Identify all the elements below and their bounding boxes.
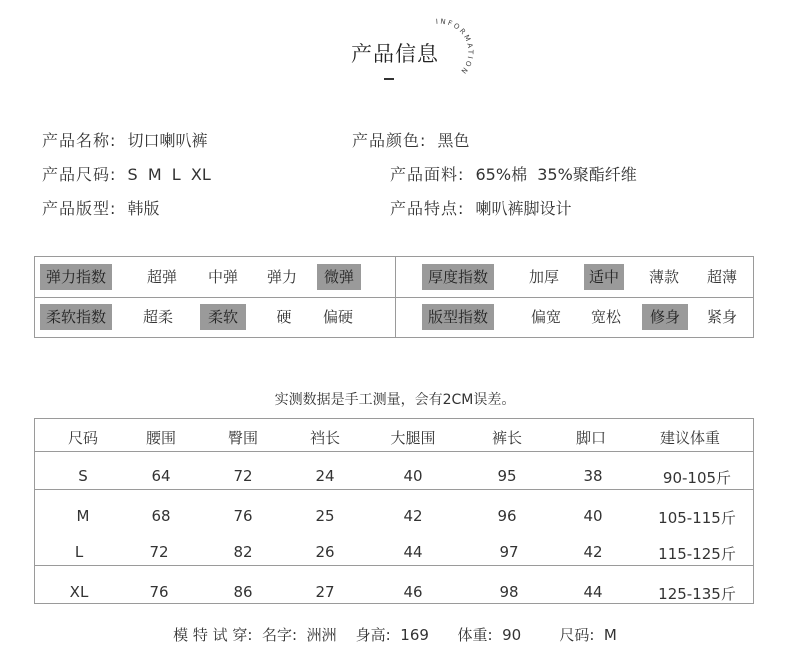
thickness-option-1: 加厚: [528, 268, 559, 286]
fit-option-4: 紧身: [706, 308, 737, 326]
table-cell: 76: [233, 507, 253, 525]
info-name-label: 产品名称:: [42, 131, 117, 150]
table-cell: 24: [315, 467, 335, 485]
index-panel: [34, 256, 754, 338]
page-title: 产品信息: [351, 42, 439, 66]
table-cell: 82: [233, 543, 253, 561]
elastic-option-3: 弹力: [266, 268, 297, 286]
table-cell: 96: [497, 507, 517, 525]
fit-option-2: 宽松: [590, 308, 621, 326]
information-arc-text: [418, 14, 490, 86]
table-cell: 105-115斤: [658, 509, 736, 527]
title-underline: [384, 78, 394, 80]
header-length: 裤长: [491, 429, 522, 447]
table-cell: M: [76, 507, 90, 525]
thickness-option-4: 超薄: [706, 268, 737, 286]
info-name-value: 切口喇叭裤: [127, 131, 208, 150]
info-fabric-label: 产品面料:: [390, 165, 465, 184]
softness-option-3: 硬: [276, 308, 292, 326]
table-cell: 125-135斤: [658, 585, 736, 603]
info-feature-label: 产品特点:: [390, 199, 465, 218]
softness-option-1: 超柔: [142, 308, 173, 326]
table-cell: S: [78, 467, 88, 485]
table-cell: 86: [233, 583, 253, 601]
softness-index-label: 柔软指数: [40, 304, 112, 330]
elastic-option-4-selected: 微弹: [317, 264, 361, 290]
info-color-value: 黑色: [437, 131, 470, 150]
elastic-option-2: 中弹: [207, 268, 238, 286]
index-row-divider: [35, 297, 753, 298]
thickness-option-3: 薄款: [648, 268, 679, 286]
table-cell: 40: [403, 467, 423, 485]
table-cell: 72: [233, 467, 253, 485]
table-cell: 42: [583, 543, 603, 561]
header-thigh: 大腿围: [390, 429, 436, 447]
table-cell: 25: [315, 507, 335, 525]
table-cell: 38: [583, 467, 603, 485]
fit-option-1: 偏宽: [530, 308, 561, 326]
table-cell: 27: [315, 583, 335, 601]
header-weight: 建议体重: [659, 429, 720, 447]
info-size-label: 产品尺码:: [42, 165, 117, 184]
information-arc-label: INFORMATION: [435, 17, 475, 77]
table-cell: 46: [403, 583, 423, 601]
header-waist: 腰围: [145, 429, 176, 447]
svg-text:INFORMATION: [436, 18, 475, 77]
table-cell: 72: [149, 543, 169, 561]
fit-option-3-selected: 修身: [642, 304, 688, 330]
table-cell: 90-105斤: [662, 469, 732, 487]
softness-option-2-selected: 柔软: [200, 304, 246, 330]
size-table: [34, 418, 754, 604]
header-hip: 臀围: [227, 429, 258, 447]
table-cell: XL: [69, 583, 89, 601]
table-cell: 42: [403, 507, 423, 525]
info-fabric: [390, 162, 637, 185]
header-size: 尺码: [67, 429, 98, 447]
table-cell: 68: [151, 507, 171, 525]
measurement-caption: 实测数据是手工测量，会有2CM误差。: [274, 392, 516, 408]
table-header-divider: [35, 451, 753, 452]
table-cell: 98: [499, 583, 519, 601]
fit-index-label: 版型指数: [422, 304, 494, 330]
header-rise: 裆长: [309, 429, 340, 447]
info-fabric-value: 65%棉 35%聚酯纤维: [475, 165, 637, 184]
elastic-option-1: 超弹: [146, 268, 177, 286]
info-size: [42, 162, 211, 185]
table-cell: 26: [315, 543, 335, 561]
info-size-value: S M L XL: [127, 165, 211, 184]
header-hem: 脚口: [575, 429, 606, 447]
table-cell: 115-125斤: [658, 545, 736, 563]
softness-option-4: 偏硬: [322, 308, 353, 326]
table-cell: 44: [583, 583, 603, 601]
info-feature: [390, 196, 572, 219]
table-row-divider: [35, 565, 753, 566]
table-cell: 76: [149, 583, 169, 601]
info-fit-label: 产品版型:: [42, 199, 117, 218]
thickness-index-label: 厚度指数: [422, 264, 494, 290]
model-fitting-info: 模 特 试 穿: 名字: 洲洲 身高: 169 体重: 90 尺码: M: [173, 626, 617, 644]
table-cell: L: [74, 543, 84, 561]
table-cell: 95: [497, 467, 517, 485]
table-cell: 40: [583, 507, 603, 525]
info-color: [352, 128, 470, 151]
info-feature-value: 喇叭裤脚设计: [475, 199, 572, 218]
info-name: [42, 128, 208, 151]
info-color-label: 产品颜色:: [352, 131, 427, 150]
table-cell: 64: [151, 467, 171, 485]
table-row-divider: [35, 489, 753, 490]
info-fit-value: 韩版: [127, 199, 160, 218]
table-cell: 44: [403, 543, 423, 561]
elastic-index-label: 弹力指数: [40, 264, 112, 290]
info-fit: [42, 196, 160, 219]
table-cell: 97: [499, 543, 519, 561]
thickness-option-2-selected: 适中: [584, 264, 624, 290]
